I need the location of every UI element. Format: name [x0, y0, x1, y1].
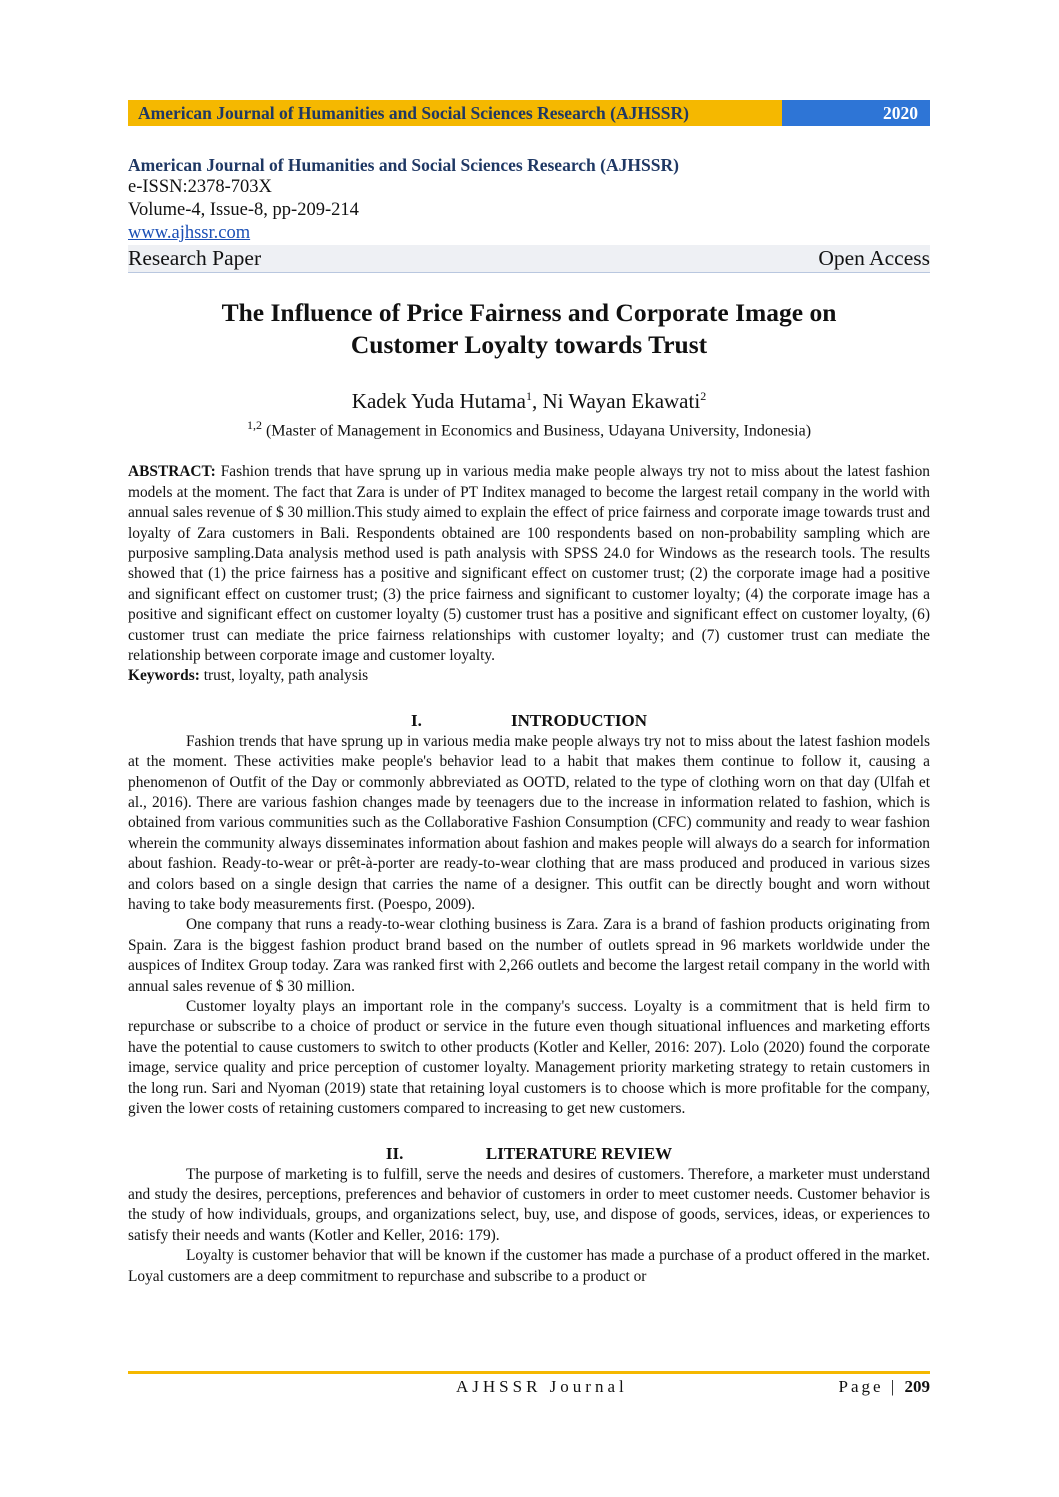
- journal-name: American Journal of Humanities and Social Sciences Research (AJHSSR): [128, 155, 679, 175]
- footer-journal: AJHSSR Journal: [456, 1377, 628, 1396]
- affiliation-text: (Master of Management in Economics and Business, Udayana University, Indonesia): [265, 422, 812, 440]
- issn: e-ISSN:2378-703X: [128, 177, 272, 197]
- title-line-2: Customer Loyalty towards Trust: [350, 330, 708, 359]
- footer-page-label: Page: [838, 1377, 884, 1396]
- keywords-text: trust, loyalty, path analysis: [203, 667, 369, 685]
- paper-type: Research Paper: [128, 246, 262, 270]
- page-number: 209: [904, 1377, 930, 1396]
- author-1: Kadek Yuda Hutama: [351, 389, 526, 413]
- header-journal-name: American Journal of Humanities and Social Sciences Research (AJHSSR): [128, 100, 782, 126]
- footer-page: [839, 1376, 930, 1398]
- section-title: LITERATURE REVIEW: [485, 1143, 673, 1163]
- intro-paragraph-2: One company that runs a ready-to-wear clothing business is Zara. Zara is a brand of fashion products originating from Spain. Zara is the biggest fashion product brand based on the number of outlets spread in 96 markets worldwide under the auspices of Inditex Group today. Zara was ranked first with 2,266 outlets and become the largest retail company in the world with annual sales revenue of $ 30 million.: [128, 916, 930, 995]
- abstract: [128, 462, 930, 666]
- affiliation-mark: 1,2: [246, 418, 262, 432]
- paper-type-bar: [128, 245, 930, 273]
- section-heading-literature-review: [128, 1144, 930, 1164]
- paper-title: [128, 297, 930, 361]
- section-heading-introduction: [128, 711, 930, 731]
- keywords: [128, 666, 930, 686]
- affiliation: [128, 414, 930, 442]
- author-1-affil-mark: 1: [525, 389, 532, 403]
- abstract-text: Fashion trends that have sprung up in various media make people always try not to miss about the latest fashion models at the moment. The fact that Zara is under of PT Inditex managed to become the largest retail company in the world with annual sales revenue of $ 30 million.This study aimed to explain the effect of price fairness and corporate image towards trust and loyalty of Zara customers in Bali. Respondents obtained are 100 respondents based on non-probability sampling which are purposive sampling.Data analysis method used is path analysis with SPSS 24.0 for Windows as the research tools. The results showed that (1) the price fairness has a positive and significant effect on customer trust; (2) the corporate image had a positive and significant effect on customer trust; (3) the price fairness and significant to customer loyalty; (4) the corporate image has a positive and significant effect on customer loyalty (5) customer trust has a positive and significant effect on customer loyalty, (6) customer trust can mediate the price fairness relationships with customer loyalty; and (7) customer trust can mediate the relationship between corporate image and customer loyalty.: [128, 463, 930, 664]
- keywords-label: Keywords:: [128, 667, 200, 685]
- running-header: [128, 100, 930, 126]
- author-2: Ni Wayan Ekawati: [542, 389, 701, 413]
- section-title: INTRODUCTION: [510, 710, 648, 730]
- header-year: 2020: [782, 100, 930, 126]
- paper-page: [128, 100, 930, 1287]
- journal-website-link[interactable]: www.ajhssr.com: [128, 223, 251, 243]
- author-list: [128, 383, 930, 414]
- intro-paragraph-3: Customer loyalty plays an important role in the company's success. Loyalty is a commitment that is held firm to repurchase or subscribe to a choice of product or service in the future even though situational influences and marketing efforts have the potential to cause customers to switch to other products (Kotler and Keller, 2016: 207). Lolo (2020) found the corporate image, service quality and price perception of customer loyalty. Management priority marketing strategy to retain customers in the long run. Sari and Nyoman (2019) state that retaining loyal customers is to choose which is more profitable for the company, given the lower costs of retaining customers compared to increasing to get new customers.: [128, 998, 930, 1118]
- author-separator: ,: [531, 389, 543, 413]
- title-line-1: The Influence of Price Fairness and Corporate Image on: [221, 298, 837, 327]
- section-number: I.: [410, 710, 422, 730]
- abstract-label: ABSTRACT:: [128, 463, 216, 481]
- journal-info: [128, 154, 930, 273]
- review-paragraph-2: Loyalty is customer behavior that will be known if the customer has made a purchase of a product offered in the market. Loyal customers are a deep commitment to repurchase and subscribe to a product or: [128, 1247, 930, 1285]
- volume-info: Volume-4, Issue-8, pp-209-214: [128, 200, 359, 220]
- section-number: II.: [385, 1143, 404, 1163]
- footer-page-separator: |: [883, 1377, 905, 1396]
- access-type: Open Access: [818, 246, 930, 270]
- footer-rule: [128, 1371, 930, 1374]
- author-2-affil-mark: 2: [700, 389, 707, 403]
- intro-paragraph-1: Fashion trends that have sprung up in various media make people always try not to miss about the latest fashion models at the moment. These activities make people's behavior lead to a habit that makes them continue to follow it, causing a phenomenon of Outfit of the Day or commonly abbreviated as OOTD, related to the type of clothing worn on that day (Ulfah et al., 2016). There are various fashion changes made by teenagers due to the increase in information related to fashion, which is obtained from various communities such as the Collaborative Fashion Consumption (CFC) community and ready to wear fashion wherein the community always disseminates information about fashion and makes people will always do a search for information about fashion. Ready-to-wear or prêt-à-porter are ready-to-wear clothing that are mass produced and produced in various sizes and colors based on a single design that carries the name of a designer. This outfit can be directly bought and worn without having to take body measurements first. (Poespo, 2009).: [128, 732, 930, 914]
- review-paragraph-1: The purpose of marketing is to fulfill, serve the needs and desires of customers. Therefore, a marketer must understand and study the desires, perceptions, preferences and behavior of customers in order to meet customer needs. Customer behavior is the study of how individuals, groups, and organizations select, buy, use, and dispose of goods, services, ideas, or experiences to satisfy their needs and wants (Kotler and Keller, 2016: 179).: [128, 1165, 930, 1244]
